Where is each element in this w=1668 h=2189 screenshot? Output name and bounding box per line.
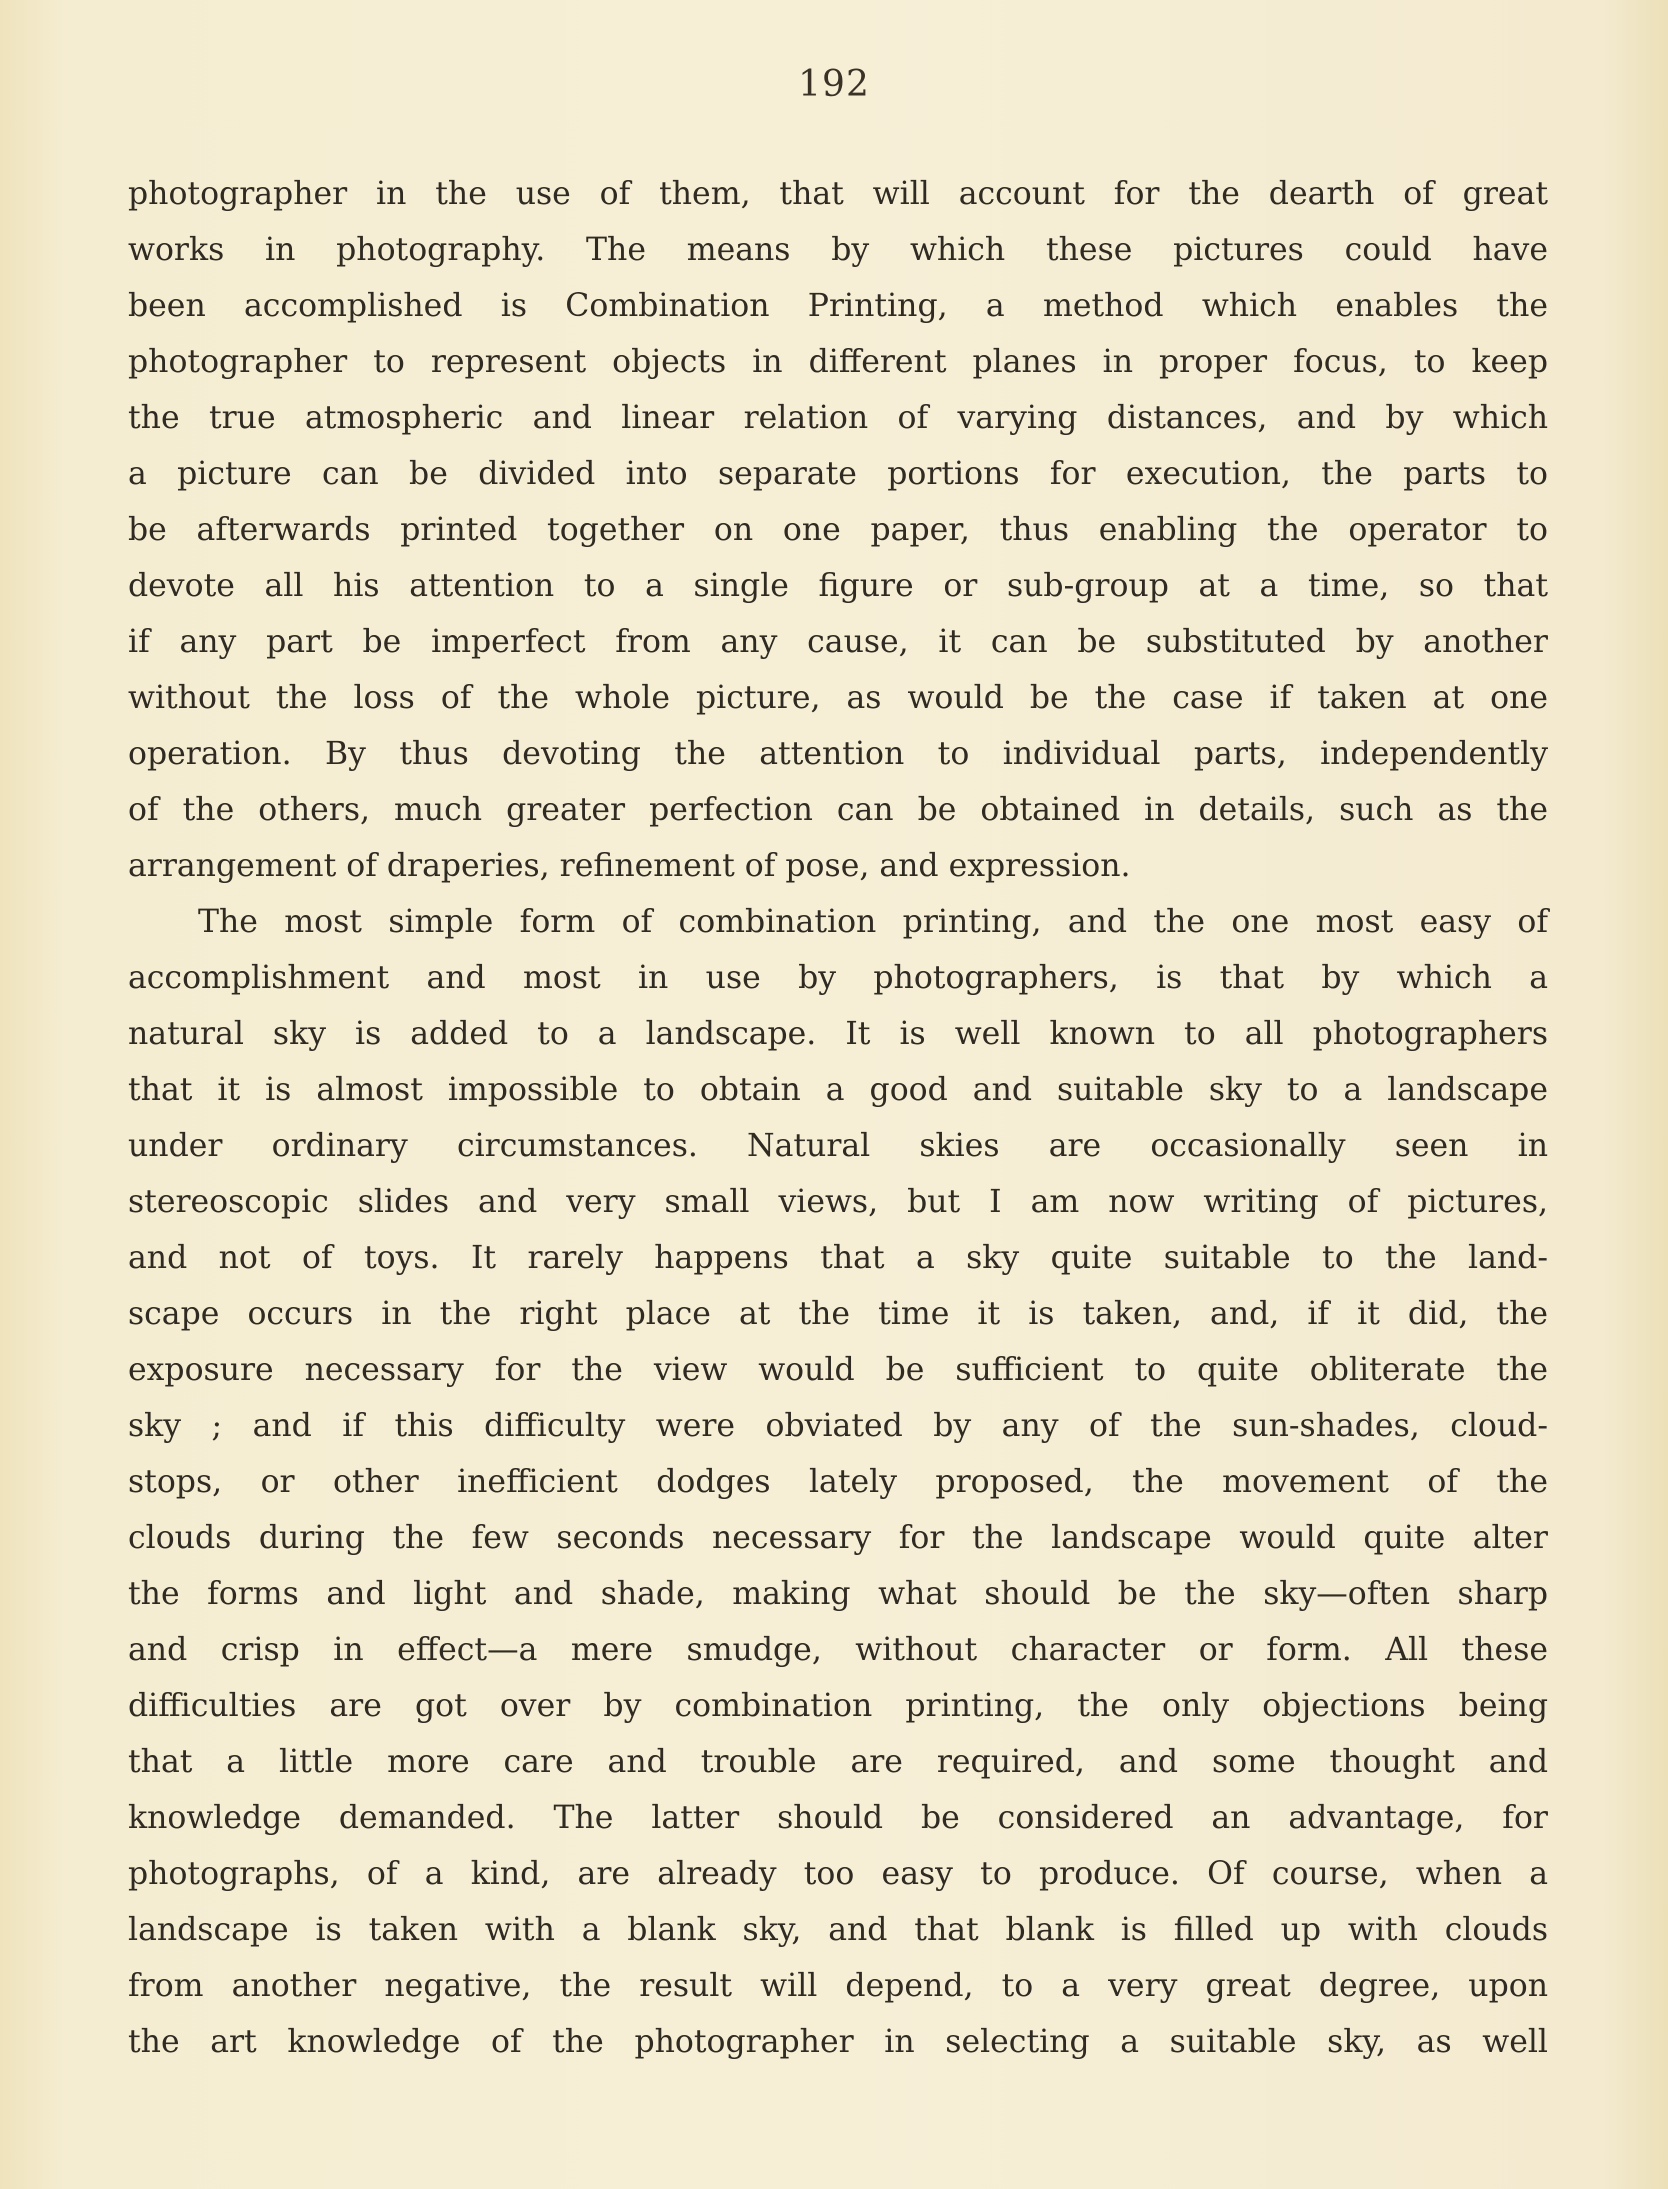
paragraph-1-line-2: works in photography. The means by which these pictures could have — [128, 232, 1548, 268]
paragraph-1-line-5: the true atmospheric and linear relation of varying distances, and by which — [128, 400, 1548, 436]
paragraph-2-line-20: from another negative, the result will depend, to a very great degree, upon — [128, 1968, 1548, 2004]
paragraph-2-line-9: exposure necessary for the view would be sufficient to quite obliterate the — [128, 1352, 1548, 1388]
paragraph-2-line-8: scape occurs in the right place at the time it is taken, and, if it did, the — [128, 1296, 1548, 1332]
paragraph-2-line-4: that it is almost impossible to obtain a good and suitable sky to a landscape — [128, 1072, 1548, 1108]
paragraph-2-line-6: stereoscopic slides and very small views, but I am now writing of pictures, — [128, 1184, 1548, 1220]
paragraph-2-line-12: clouds during the few seconds necessary for the landscape would quite alter — [128, 1520, 1548, 1556]
paragraph-2-line-19: landscape is taken with a blank sky, and that blank is filled up with clouds — [128, 1912, 1548, 1948]
paragraph-2-line-5: under ordinary circumstances. Natural skies are occasionally seen in — [128, 1128, 1548, 1164]
paragraph-1-line-12: of the others, much greater perfection can be obtained in details, such as the — [128, 792, 1548, 828]
paragraph-1-line-13: arrangement of draperies, refinement of pose, and expression. — [128, 848, 1131, 884]
paragraph-2-line-2: accomplishment and most in use by photographers, is that by which a — [128, 960, 1548, 996]
paragraph-1-line-9: if any part be imperfect from any cause, it can be substituted by another — [128, 624, 1548, 660]
paragraph-1-line-1: photographer in the use of them, that will account for the dearth of great — [128, 176, 1548, 212]
paragraph-2-line-11: stops, or other inefficient dodges lately proposed, the movement of the — [128, 1464, 1548, 1500]
paragraph-1-line-6: a picture can be divided into separate portions for execution, the parts to — [128, 456, 1548, 492]
paragraph-1-line-7: be afterwards printed together on one paper, thus enabling the operator to — [128, 512, 1548, 548]
paragraph-1-line-11: operation. By thus devoting the attention to individual parts, independently — [128, 736, 1548, 772]
paragraph-2-line-15: difficulties are got over by combination printing, the only objections being — [128, 1688, 1548, 1724]
body-text — [128, 166, 1548, 2070]
paragraph-2-line-18: photographs, of a kind, are already too easy to produce. Of course, when a — [128, 1856, 1548, 1892]
paragraph-2-line-7: and not of toys. It rarely happens that a sky quite suitable to the land- — [128, 1240, 1548, 1276]
paragraph-1-line-4: photographer to represent objects in different planes in proper focus, to keep — [128, 344, 1548, 380]
paragraph-2-line-10: sky ; and if this difficulty were obviated by any of the sun-shades, cloud- — [128, 1408, 1548, 1444]
paragraph-1-line-8: devote all his attention to a single figure or sub-group at a time, so that — [128, 568, 1548, 604]
page-number: 192 — [798, 64, 870, 105]
paragraph-2-line-1: The most simple form of combination printing, and the one most easy of — [198, 904, 1548, 940]
paragraph-1-line-3: been accomplished is Combination Printing, a method which enables the — [128, 288, 1548, 324]
paragraph-1-line-10: without the loss of the whole picture, as would be the case if taken at one — [128, 680, 1548, 716]
paragraph-2-line-14: and crisp in effect—a mere smudge, without character or form. All these — [128, 1632, 1548, 1668]
paragraph-2-line-21: the art knowledge of the photographer in selecting a suitable sky, as well — [128, 2024, 1548, 2060]
paragraph-2-line-17: knowledge demanded. The latter should be considered an advantage, for — [128, 1800, 1548, 1836]
paragraph-2-line-13: the forms and light and shade, making what should be the sky—often sharp — [128, 1576, 1548, 1612]
paragraph-2-line-16: that a little more care and trouble are required, and some thought and — [128, 1744, 1548, 1780]
paragraph-2-line-3: natural sky is added to a landscape. It is well known to all photographers — [128, 1016, 1548, 1052]
